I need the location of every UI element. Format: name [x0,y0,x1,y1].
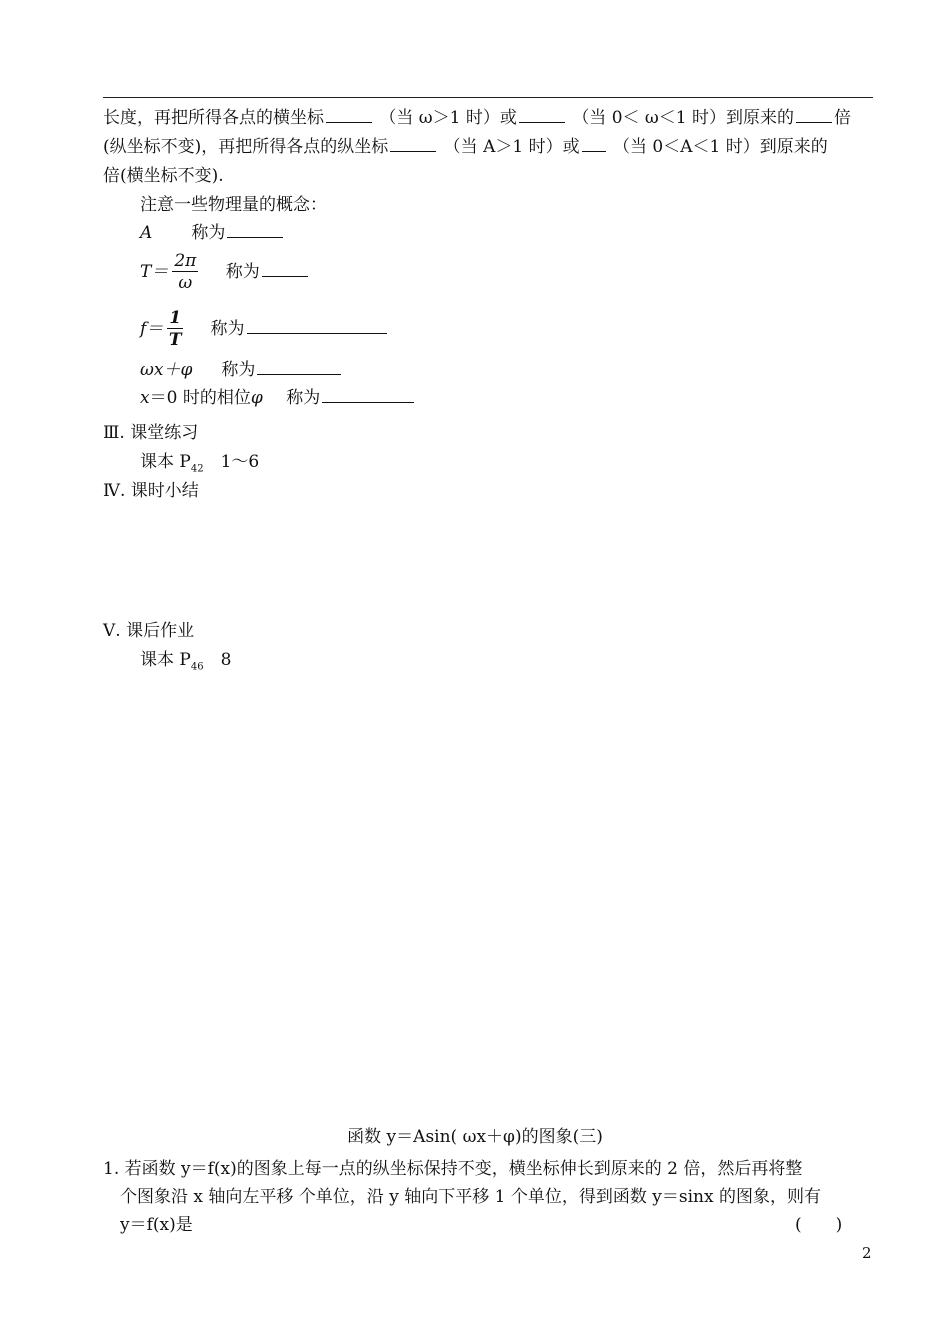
fill-blank [262,261,308,277]
section-5-title: Ⅴ. 课后作业 [103,621,195,641]
header-rule [103,97,873,98]
concept-phase [140,359,343,381]
fraction-numerator: 2π [174,251,197,271]
fill-blank [247,318,387,334]
line1-part-d: 倍 [834,108,852,128]
exercise-range: 8 [203,650,232,670]
question-1-line-2: 个图象沿 x 轴向左平移 个单位，沿 y 轴向下平移 1 个单位，得到函数 y＝sinx 的图象，则有 [120,1187,821,1207]
exercise-range: 1～6 [203,452,260,472]
text-line-3: 倍(横坐标不变). [103,166,224,186]
concept-period [140,250,310,294]
fill-blank [519,107,565,123]
concept-label: 称为 [286,388,321,408]
initial-phase-symbol: φ [250,388,263,408]
line1-part-b: （当 ω＞1 时）或 [379,108,517,128]
fraction-denominator: ω [178,273,193,293]
phase-symbol: ωx＋φ [140,360,193,380]
line1-part-a: 长度，再把所得各点的横坐标 [103,108,324,128]
line2-part-c: （当 0＜A＜1 时）到原来的 [612,137,828,157]
section-3-title: Ⅲ. 课堂练习 [103,423,199,443]
concepts-intro: 注意一些物理量的概念： [140,195,327,215]
exercise-title: 函数 y＝Asin( ωx＋φ)的图象(三) [347,1127,603,1147]
frequency-fraction [167,308,183,351]
question-1-line-3: y＝f(x)是 [120,1215,193,1235]
section-5-text [140,649,231,678]
page-subscript: 42 [190,463,204,475]
fill-blank [326,107,372,123]
frequency-prefix: f＝ [140,319,164,339]
fill-blank [796,107,832,123]
concept-amplitude [140,222,285,244]
fill-blank [227,222,283,238]
period-fraction [172,251,198,294]
textbook-ref: 课本 P [140,650,191,670]
line1-part-c: （当 0＜ ω＜1 时）到原来的 [572,108,795,128]
fill-blank [322,387,414,403]
answer-parentheses: ( ) [795,1215,843,1235]
textbook-ref: 课本 P [140,452,191,472]
page-subscript: 46 [190,661,204,673]
initial-phase-x: x [140,388,150,408]
text-line-1 [103,107,851,129]
line2-part-a: (纵坐标不变)，再把所得各点的纵坐标 [103,137,389,157]
fill-blank [582,136,606,152]
fill-blank [390,136,436,152]
concept-label: 称为 [225,262,260,282]
line2-part-b: （当 A＞1 时）或 [443,137,580,157]
text-line-2 [103,136,828,158]
fraction-denominator: T [168,330,182,350]
fill-blank [257,359,341,375]
period-prefix: T＝ [140,262,169,282]
initial-phase-text: ＝0 时的相位 [149,388,251,408]
concept-label: 称为 [221,360,256,380]
concept-frequency [140,307,389,351]
page-number: 2 [862,1244,872,1262]
concept-label: 称为 [191,223,226,243]
concept-initial-phase [140,387,416,409]
fraction-numerator: 1 [169,308,182,328]
question-1-line-1: 1. 若函数 y＝f(x)的图象上每一点的纵坐标保持不变，横坐标伸长到原来的 2 倍，然后再将整 [103,1159,803,1179]
section-4-title: Ⅳ. 课时小结 [103,481,199,501]
amplitude-symbol: A [140,223,153,243]
section-3-text [140,451,259,480]
concept-label: 称为 [210,319,245,339]
